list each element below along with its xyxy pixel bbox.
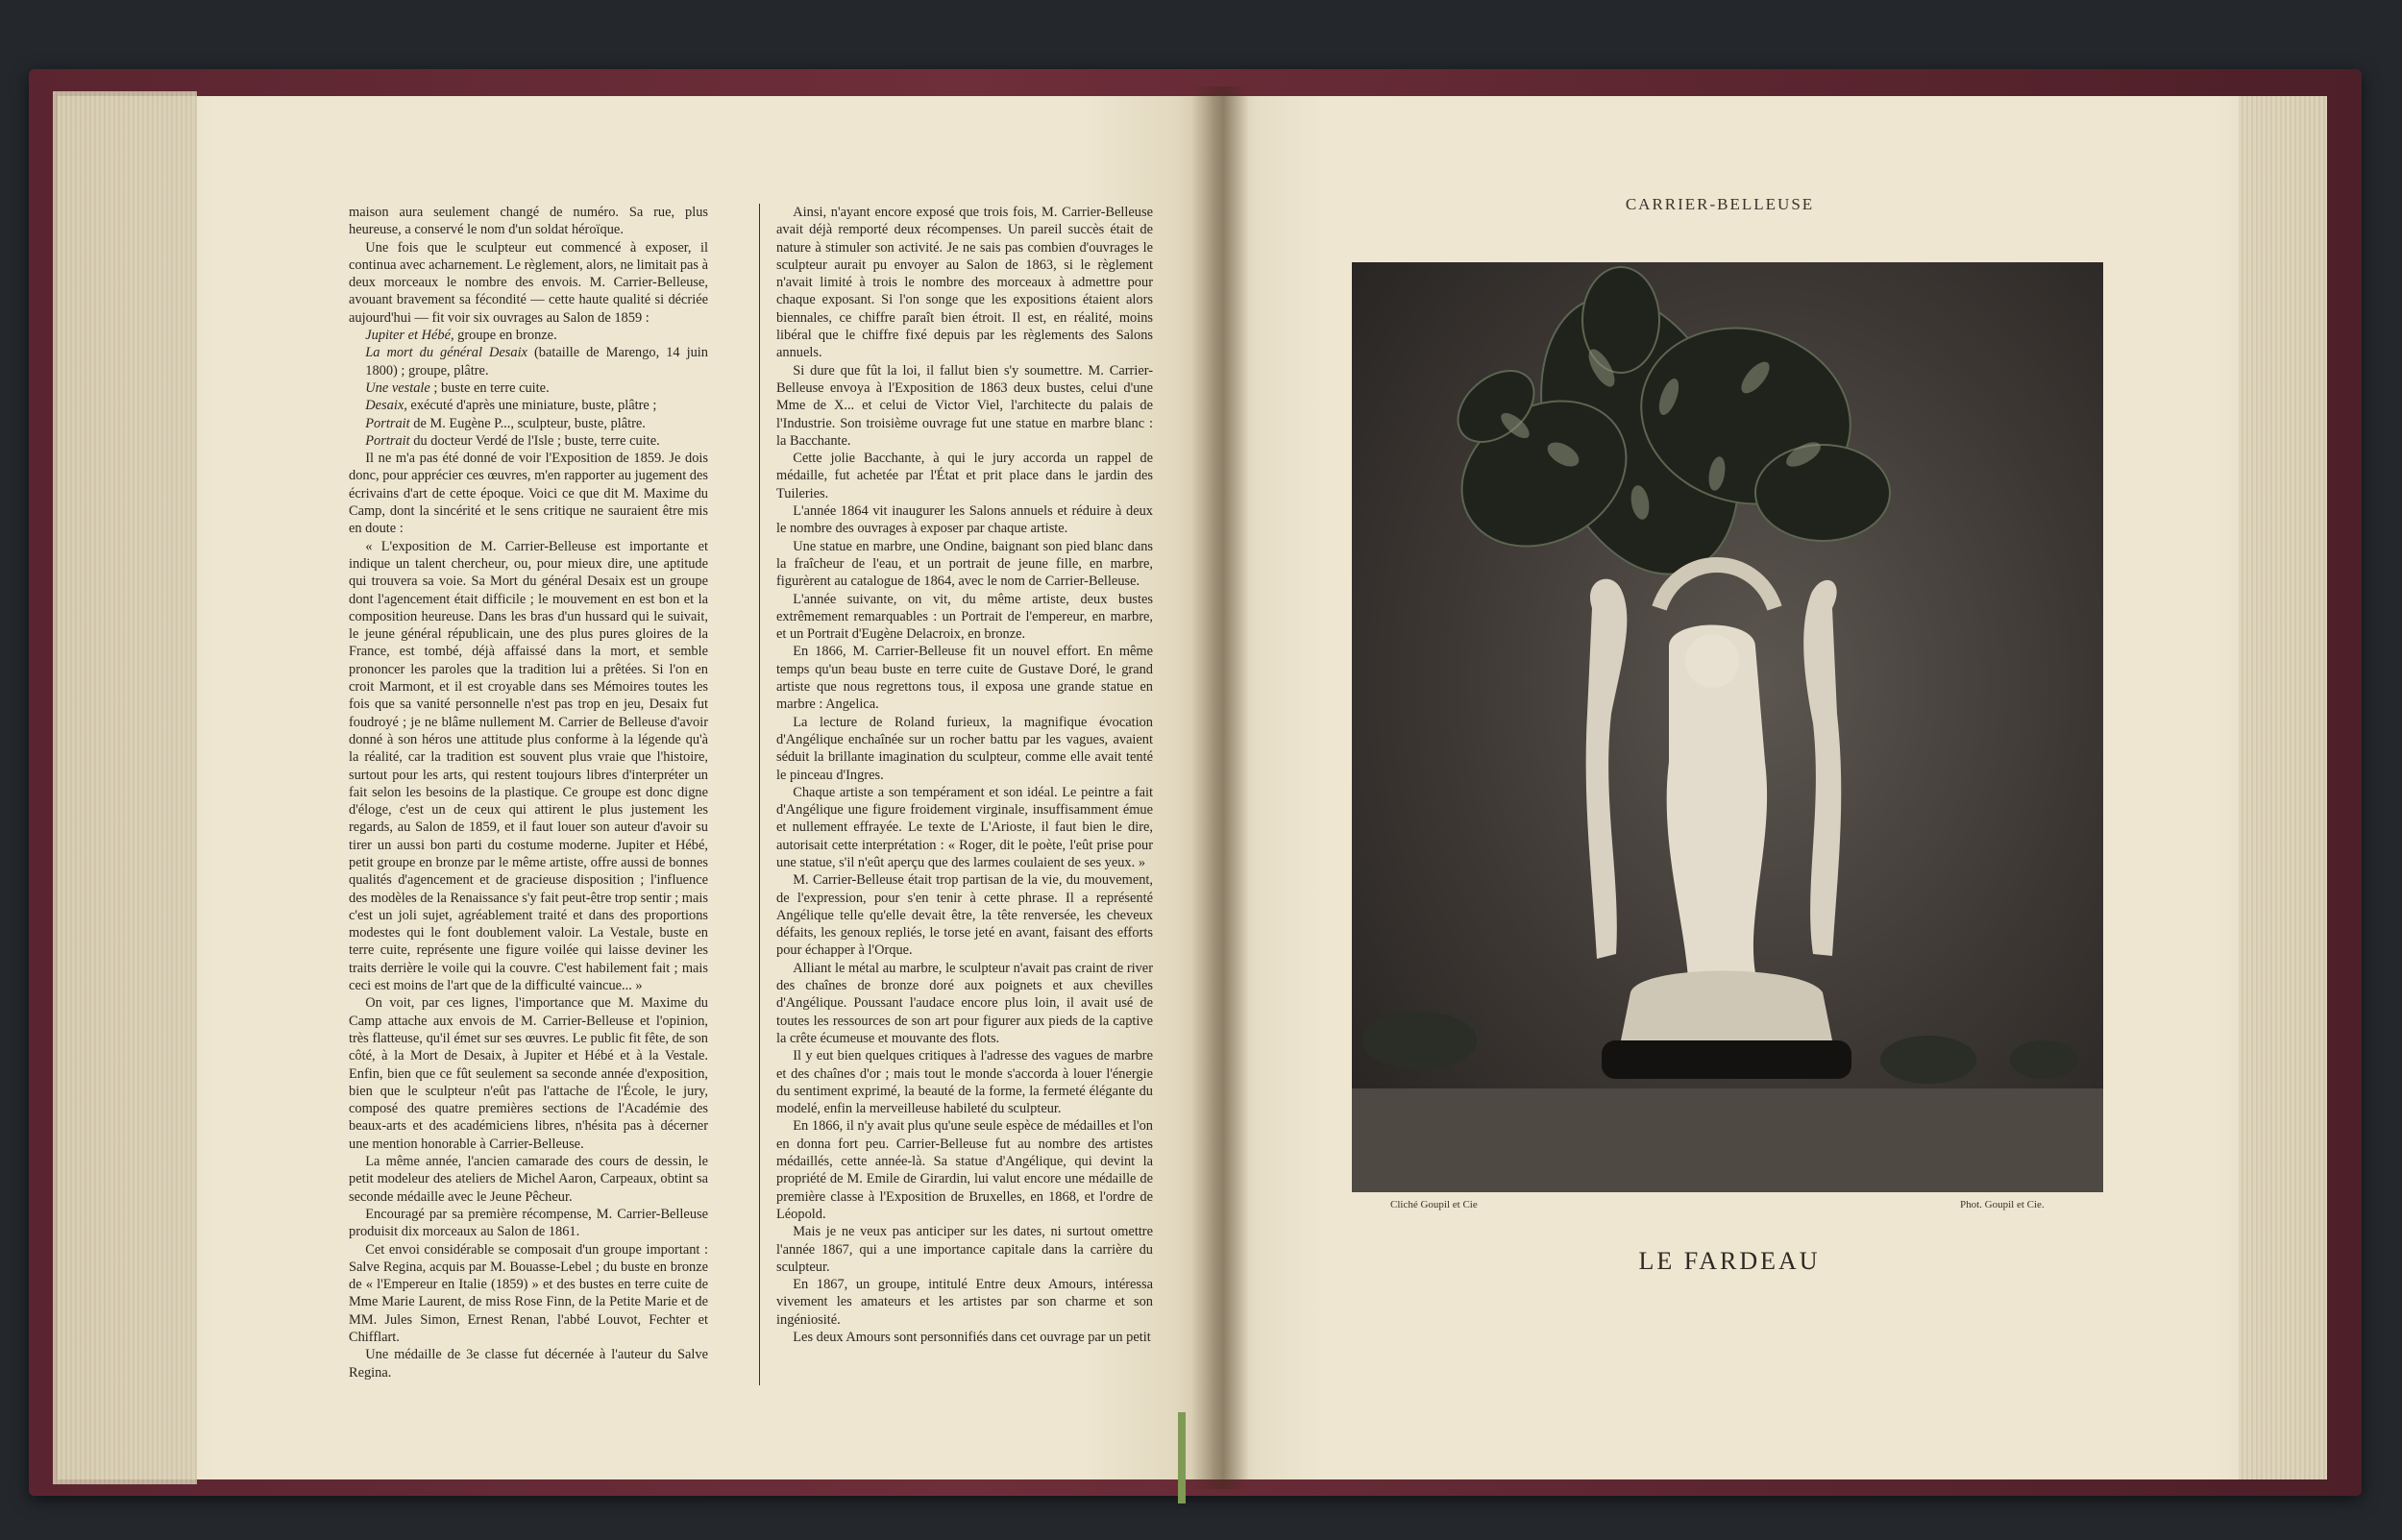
- paragraph-text: du docteur Verdé de l'Isle ; buste, terre cuite.: [409, 432, 660, 449]
- italic-title: La mort du général Desaix: [365, 345, 527, 361]
- paragraph-text: Les deux Amours sont personnifiés dans cet ouvrage par un petit: [793, 1330, 1151, 1345]
- paragraph-text: En 1867, un groupe, intitulé Entre deux Amours, intéressa vivement les amateurs et les artistes par son charme et son ingéniosité.: [776, 1277, 1153, 1328]
- page-edges-left: [53, 91, 197, 1484]
- paragraph: [349, 1241, 708, 1347]
- italic-title: Portrait: [365, 432, 410, 449]
- paragraph-text: On voit, par ces lignes, l'importance que M. Maxime du Camp attache aux envois de M. Carrier-Belleuse et l'opinion, très flatteuse, qu'il émet sur ses œuvres. Le public fit fête, de son côté, à la Mort de Desaix, à Jupiter et Hébé et à la Vestale. Enfin, bien que ce fût seulement sa seconde année d'exposition, bien que le sculpteur n'eût pas l'attache de l'École, le jury, composé des quatre premières sections de l'Académie des beaux-arts et des académiciens libres, n'hésita pas à décerner une mention honorable à Carrier-Belleuse.: [349, 995, 708, 1152]
- paragraph: [776, 1329, 1153, 1346]
- paragraph: [349, 239, 708, 327]
- right-text-column: [776, 204, 1153, 1346]
- running-head: CARRIER-BELLEUSE: [1625, 195, 1815, 213]
- paragraph-text: Il ne m'a pas été donné de voir l'Exposition de 1859. Je dois donc, pour apprécier ces œuvres, m'en rapporter au jugement des écrivains d'art de cette époque. Voici ce que dit M. Maxime du Camp, dont la sincérité et le sens critique ne sauraient être mis en doute :: [349, 451, 708, 537]
- paragraph-text: Ainsi, n'ayant encore exposé que trois fois, M. Carrier-Belleuse avait déjà remporté deux récompenses. Un pareil succès était de nature à stimuler son activité. Je ne sais pas combien d'ouvrages le sculpteur aurait pu envoyer au Salon de 1863, si le règlement n'avait limité à trois le nombre des morceaux à admettre pour chaque exposant. Si l'on songe que les expositions étaient alors biennales, ce chiffre paraît bien étroit. Il est, en réalité, moins libéral que le chiffre fixé depuis par les règlements des Salons annuels.: [776, 205, 1153, 361]
- paragraph-text: « L'exposition de M. Carrier-Belleuse est importante et indique un talent chercheur, ou, pour mieux dire, une aptitude qui trouvera sa voie. Sa Mort du général Desaix est un groupe dont l'agencement était difficile ; le mouvement en est bon et la composition heureuse. Dans les bras d'un hussard qui le suivait, le jeune général républicain, une des plus pures gloires de la France, est tombé, déjà affaissé dans la mort, et semble prononcer les paroles que la tradition lui a prêtées. Si l'on en croit Marmont, et il est croyable dans ses Mémoires toutes les fois que sa vanité personnelle n'est pas trop en jeu, Desaix fut foudroyé ; je ne blâme nullement M. Carrier de Belleuse d'avoir donné à son héros une attitude plus conforme à la légende qu'à la réalité, car la tradition est souvent plus vraie que l'histoire, surtout pour les arts, qui restent toujours libres d'interpréter un fait selon les besoins de la plastique. Ce groupe est donc digne d'éloge, c'est un de ceux qui attirent le plus justement les regards, au Salon de 1859, et il faut louer son auteur d'avoir su tirer un aussi bon parti du costume moderne. Jupiter et Hébé, petit groupe en bronze par le même artiste, offre aussi de bonnes qualités d'agencement et de gracieuse disposition ; l'influence des modèles de la Renaissance s'y fait peut-être trop sentir ; mais c'est un joli sujet, agréablement traité et dans des proportions modestes qui le font doublement valoir. La Vestale, buste en terre cuite, représente une figure voilée qui laisse deviner les traits derrière le voile qui la couvre. C'est habilement fait ; mais ceci est moins de l'art que de la difficulté vaincue... »: [349, 538, 708, 994]
- paragraph: [776, 1117, 1153, 1223]
- paragraph-text: Il y eut bien quelques critiques à l'adresse des vagues de marbre et des chaînes d'or ; mais tout le monde s'accorda à louer l'énergie du sentiment exprimé, la beauté de la forme, la fermeté élégante du modelé, enfin la merveilleuse habileté du sculpteur.: [776, 1048, 1153, 1117]
- paragraph-text: Chaque artiste a son tempérament et son idéal. Le peintre a fait d'Angélique une figure froidement virginale, insuffisamment émue et nullement effrayée. Le texte de L'Arioste, il faut bien le dire, autorisait cette interprétation : « Roger, dit le poète, l'eût prise pour une statue, s'il n'eût aperçu que des larmes coulaient de ses yeux. »: [776, 784, 1153, 870]
- paragraph: [776, 204, 1153, 362]
- paragraph: [776, 538, 1153, 591]
- paragraph-text: L'année suivante, on vit, du même artiste, deux bustes extrêmement remarquables : un Portrait de l'empereur, en marbre, et un Portrait d'Eugène Delacroix, en bronze.: [776, 591, 1153, 643]
- marble-figures: [1586, 565, 1842, 978]
- paragraph: [349, 415, 708, 432]
- paragraph-text: Cet envoi considérable se composait d'un groupe important : Salve Regina, acquis par M. Bouasse-Lebel ; du buste en bronze de « l'Empereur en Italie (1859) » et des bustes en terre cuite de Mme Marie Laurent, de miss Rose Finn, de la Petite Marie et de MM. Jules Simon, Ernest Renan, l'abbé Louvot, Fechter et Chifflart.: [349, 1241, 708, 1345]
- paragraph: [349, 344, 708, 379]
- paragraph-text: En 1866, M. Carrier-Belleuse fit un nouvel effort. En même temps qu'un beau buste en terre cuite de Gustave Doré, le grand artiste que nous regrettons tous, il exposa une grande statue en marbre : Angelica.: [776, 644, 1153, 713]
- left-text-column: [349, 204, 708, 1381]
- paragraph-text: maison aura seulement changé de numéro. Sa rue, plus heureuse, a conservé le nom d'un soldat héroïque.: [349, 205, 708, 238]
- paragraph-text: La même année, l'ancien camarade des cours de dessin, le petit modeleur des ateliers de Michel Aaron, Carpeaux, obtint sa seconde médaille avec le Jeune Pêcheur.: [349, 1154, 708, 1205]
- paragraph-text: Encouragé par sa première récompense, M. Carrier-Belleuse produisit dix morceaux au Salon de 1861.: [349, 1206, 708, 1240]
- photo-credit-left: Cliché Goupil et Cie: [1390, 1199, 1478, 1210]
- paragraph-text: M. Carrier-Belleuse était trop partisan de la vie, du mouvement, de l'expression, pour s'en tenir à cette phrase. Il a représenté Angélique telle qu'elle devait être, la tête renversée, les cheveux défaits, les genoux repliés, le torse jeté en avant, faisant des efforts pour échapper à l'Orque.: [776, 872, 1153, 959]
- page-edges-right: [2239, 96, 2327, 1479]
- paragraph: [349, 432, 708, 450]
- paragraph: [776, 784, 1153, 871]
- paragraph: [776, 362, 1153, 450]
- book-gutter: [1191, 86, 1249, 1489]
- paragraph: [349, 204, 708, 239]
- paragraph-text: Une médaille de 3e classe fut décernée à l'auteur du Salve Regina.: [349, 1347, 708, 1381]
- paragraph: [349, 538, 708, 995]
- paragraph-text: Cette jolie Bacchante, à qui le jury accorda un rappel de médaille, fut achetée par l'État et prit place dans le jardin des Tuileries.: [776, 451, 1153, 501]
- italic-title: Portrait: [365, 415, 410, 431]
- sculpture-photograph: [1352, 262, 2103, 1192]
- paragraph: [776, 502, 1153, 538]
- paragraph-text: (bataille de Marengo, 14 juin 1800) ; groupe, plâtre.: [365, 345, 708, 379]
- paragraph: [349, 1346, 708, 1381]
- sculpture-base: [1602, 971, 1851, 1080]
- paragraph-text: , exécuté d'après une miniature, buste, plâtre ;: [404, 398, 657, 414]
- paragraph: [349, 994, 708, 1153]
- paragraph-text: L'année 1864 vit inaugurer les Salons annuels et réduire à deux le nombre des ouvrages à exposer par chaque artiste.: [776, 503, 1153, 537]
- italic-title: Jupiter et Hébé: [365, 328, 451, 344]
- table-surface: [1352, 1088, 2103, 1192]
- paragraph: [776, 591, 1153, 644]
- paragraph: [776, 1223, 1153, 1276]
- paragraph: [776, 643, 1153, 713]
- paragraph: [349, 379, 708, 397]
- paragraph: [776, 450, 1153, 502]
- paragraph: [349, 450, 708, 537]
- column-divider: [759, 204, 760, 1385]
- italic-title: Une vestale: [365, 379, 430, 396]
- photo-credit-right: Phot. Goupil et Cie.: [1960, 1199, 2045, 1210]
- paragraph-text: Alliant le métal au marbre, le sculpteur n'avait pas craint de river des chaînes de bronze doré aux poignets et aux chevilles d'Angélique. Poussant l'audace encore plus loin, il avait usé de toutes les ressources de son art pour figurer aux pieds de la captive la crête écumeuse et mouvante des flots.: [776, 960, 1153, 1046]
- paragraph: [776, 960, 1153, 1047]
- bookmark-ribbon: [1178, 1412, 1186, 1503]
- paragraph: [776, 1276, 1153, 1329]
- paragraph-text: ; buste en terre cuite.: [429, 379, 550, 396]
- paragraph: [349, 1153, 708, 1206]
- paragraph: [776, 1047, 1153, 1117]
- plate-title: LE FARDEAU: [1638, 1247, 1821, 1275]
- paragraph-text: Une fois que le sculpteur eut commencé à exposer, il continua avec acharnement. Le règlement, alors, ne limitait pas à deux morceaux le nombre des envois. M. Carrier-Belleuse, avouant bravement sa fécondité — cette haute qualité si décriée aujourd'hui — fit voir six ouvrages au Salon de 1859 :: [349, 239, 708, 326]
- paragraph: [349, 327, 708, 344]
- paragraph: [776, 871, 1153, 959]
- paragraph-text: En 1866, il n'y avait plus qu'une seule espèce de médailles et l'on en donna fort peu. Carrier-Belleuse fut au nombre des artistes médaillés, cette année-là. Sa statue d'Angélique, qui devint la propriété de M. Emile de Girardin, lui valut encore une médaille de première classe à l'Exposition de Bruxelles, en 1868, et l'ordre de Léopold.: [776, 1118, 1153, 1222]
- paragraph-text: , groupe en bronze.: [450, 328, 557, 344]
- paragraph-text: de M. Eugène P..., sculpteur, buste, plâtre.: [409, 415, 646, 431]
- paragraph: [349, 1206, 708, 1241]
- paragraph-text: Si dure que fût la loi, il fallut bien s'y soumettre. M. Carrier-Belleuse envoya à l'Exposition de 1863 deux bustes, celui d'une Mme de X... et celui de Victor Viel, l'architecte du palais de l'Industrie. Son troisième ouvrage fut une statue en marbre blanc : la Bacchante.: [776, 362, 1153, 449]
- paragraph-text: Une statue en marbre, une Ondine, baignant son pied blanc dans la fraîcheur de l'eau, et un portrait de jeune fille, en marbre, figurèrent au catalogue de 1864, avec le nom de Carrier-Belleuse.: [776, 538, 1153, 590]
- italic-title: Desaix: [365, 398, 404, 414]
- foliage: [1435, 267, 1890, 601]
- paragraph: [349, 397, 708, 414]
- paragraph-text: La lecture de Roland furieux, la magnifique évocation d'Angélique enchaînée sur un rocher battu par les vagues, avaient séduit la brillante imagination du sculpteur, comme elle avait tenté le pinceau d'Ingres.: [776, 714, 1153, 783]
- paragraph-text: Mais je ne veux pas anticiper sur les dates, ni surtout omettre l'année 1867, qui a une importance capitale dans la carrière du sculpteur.: [776, 1224, 1153, 1275]
- paragraph: [776, 714, 1153, 784]
